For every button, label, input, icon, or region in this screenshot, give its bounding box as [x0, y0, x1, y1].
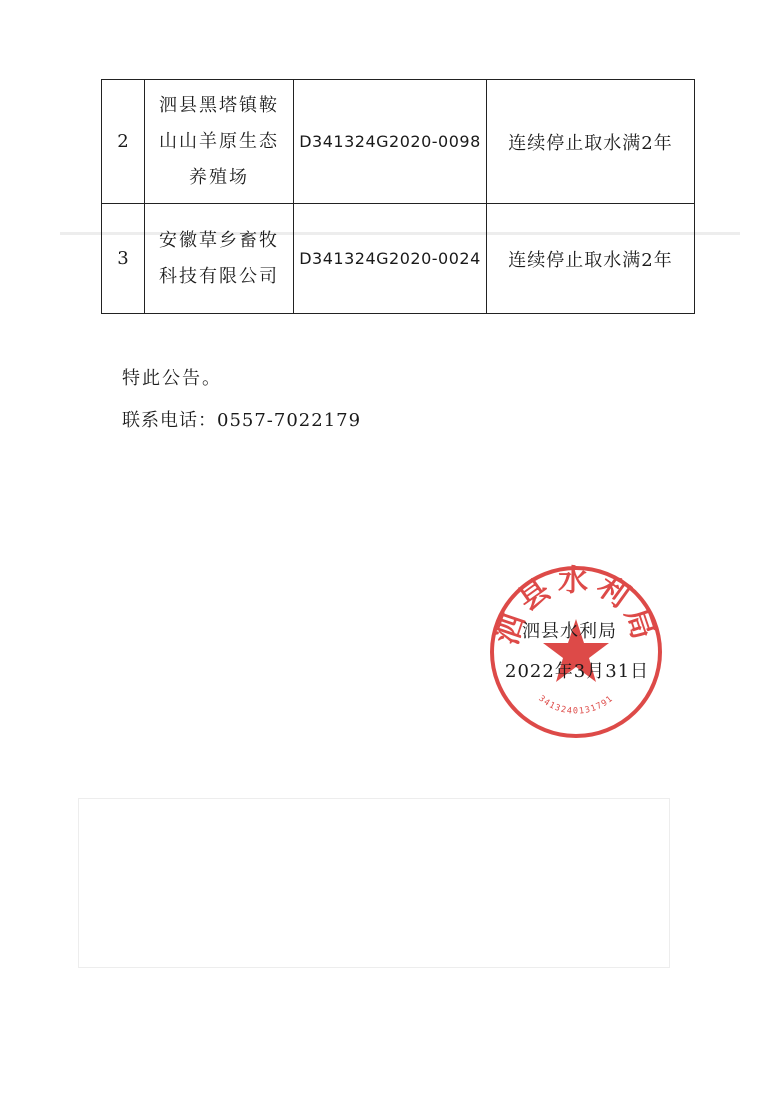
- row-index: 2: [102, 80, 145, 204]
- row-index: 3: [102, 204, 145, 314]
- contact-phone: 联系电话：0557-7022179: [122, 410, 362, 431]
- entity-name: [145, 204, 294, 314]
- signature-date: 2022年3月31日: [505, 661, 650, 682]
- closing-statement: 特此公告。: [122, 368, 222, 389]
- entity-name-line: 山山羊原生态: [159, 130, 279, 152]
- entity-name-line: 科技有限公司: [159, 265, 279, 287]
- bleed-through-box: [78, 798, 670, 968]
- revocation-table: [101, 79, 695, 314]
- revocation-reason: 连续停止取水满2年: [487, 204, 695, 314]
- permit-code: D341324G2020-0024: [294, 204, 487, 314]
- table-row: [102, 80, 695, 204]
- table-row: [102, 204, 695, 314]
- entity-name-line: 泗县黑塔镇鞍: [159, 94, 279, 116]
- signature-org: 泗县水利局: [522, 621, 617, 642]
- svg-text:3413240131791: 3413240131791: [536, 693, 616, 717]
- revocation-reason: 连续停止取水满2年: [487, 80, 695, 204]
- official-seal: [487, 563, 665, 741]
- entity-name-line: 养殖场: [189, 166, 249, 188]
- svg-text:泗县水利局: 泗县水利局: [489, 563, 663, 650]
- entity-name-line: 安徽草乡畜牧: [159, 229, 279, 251]
- permit-code: D341324G2020-0098: [294, 80, 487, 204]
- entity-name: [145, 80, 294, 204]
